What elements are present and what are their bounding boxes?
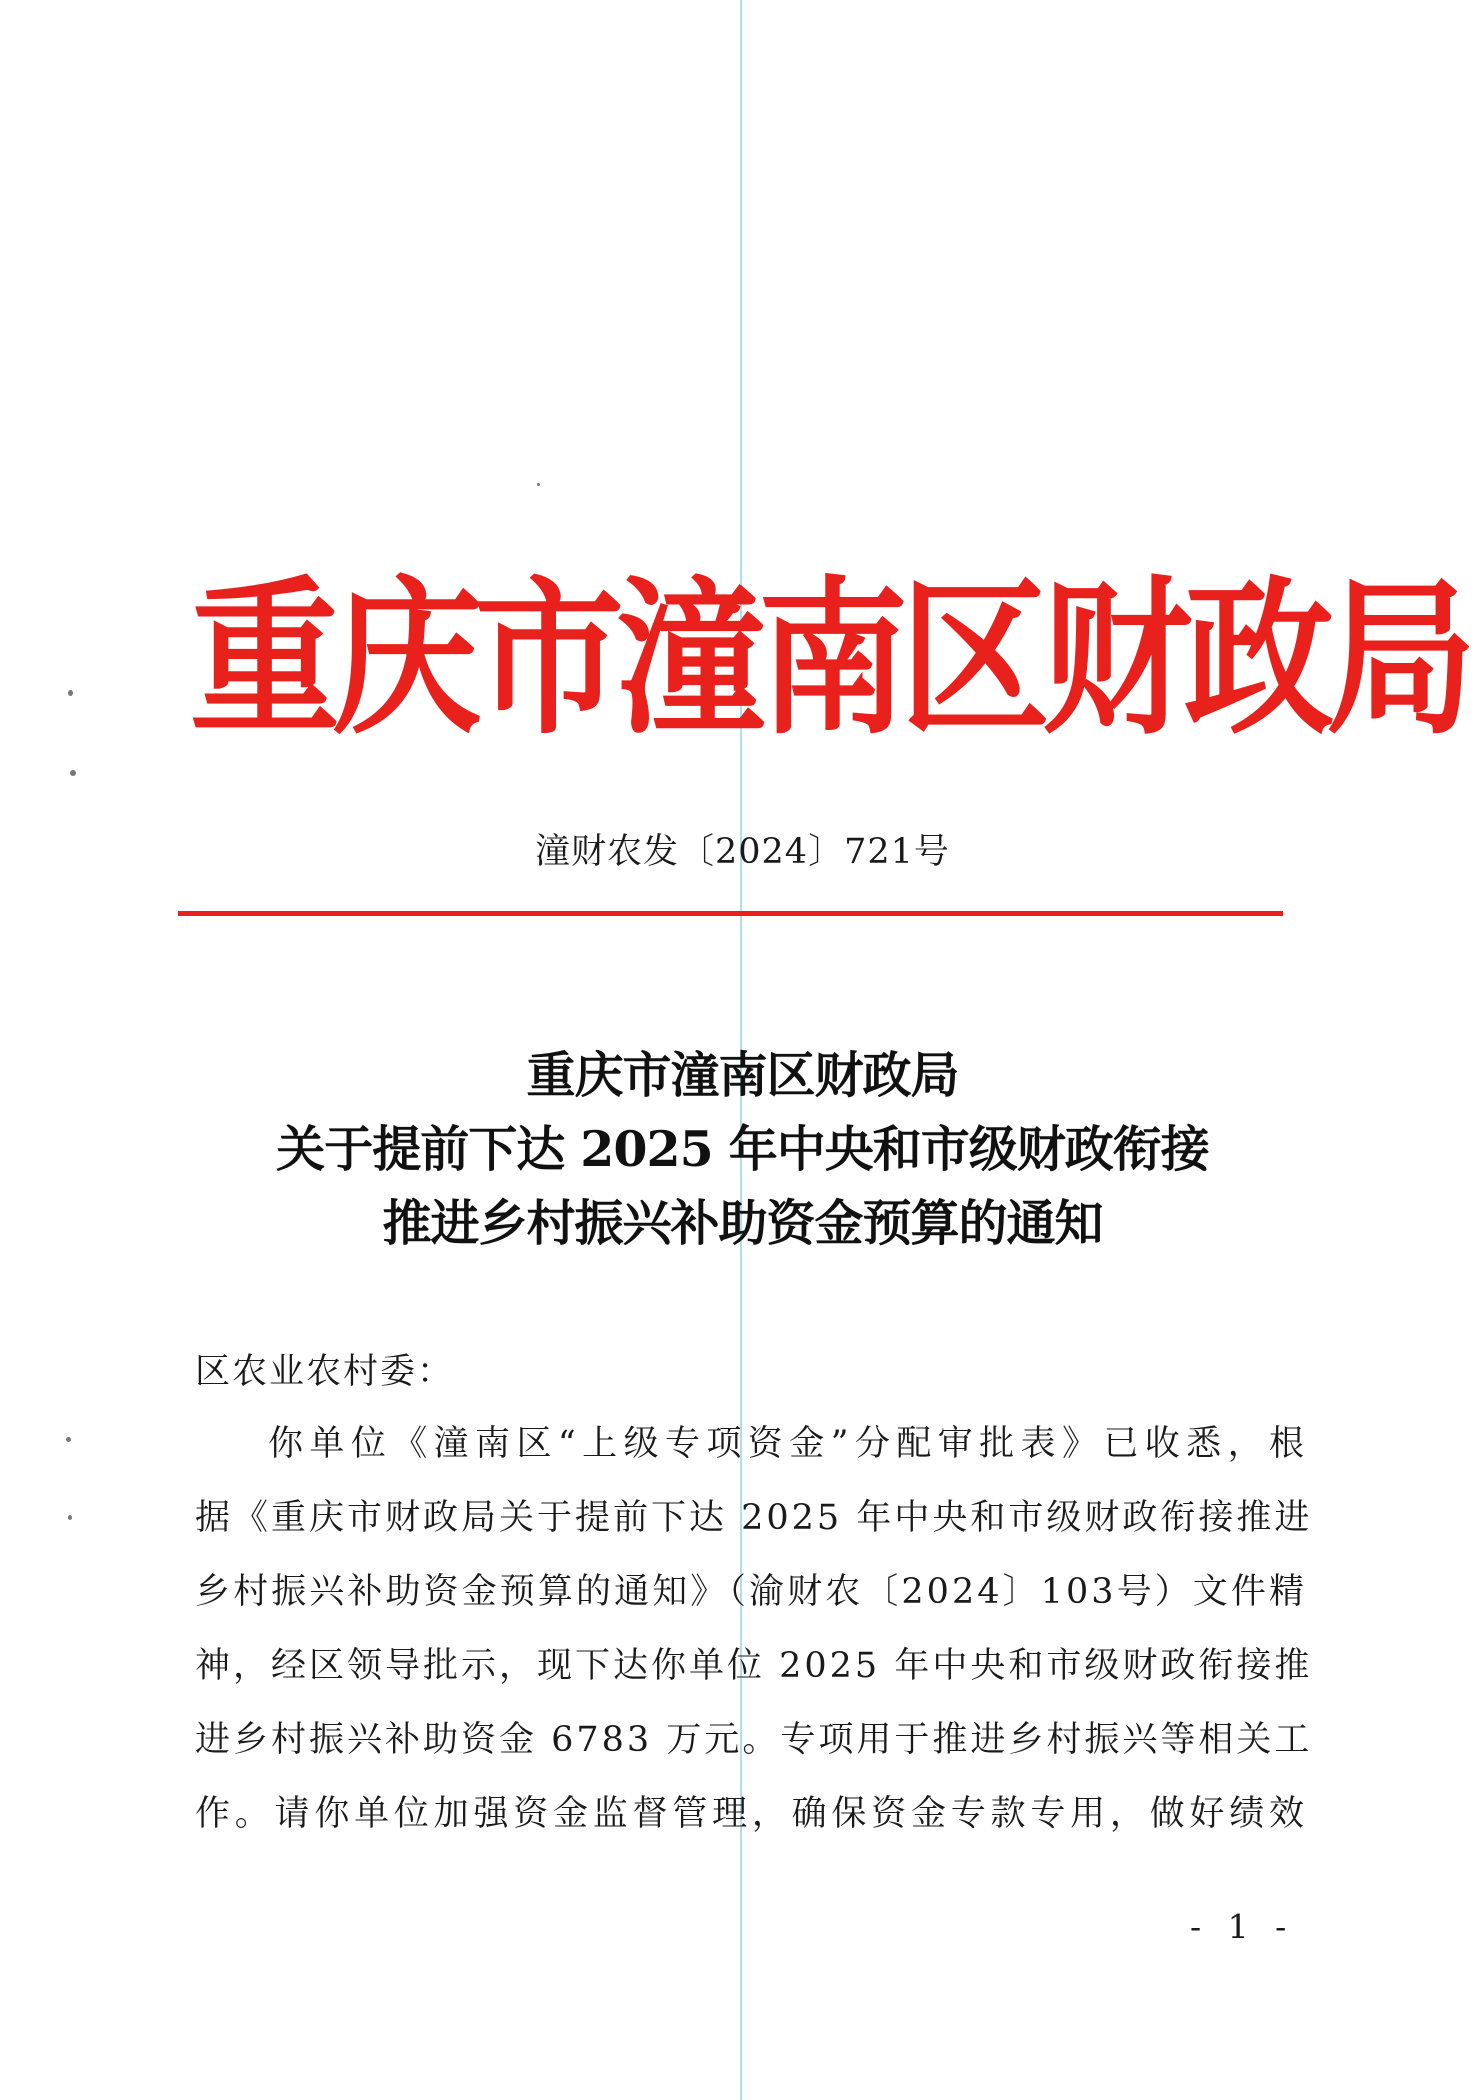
scan-speck	[537, 483, 540, 486]
page-number: - 1 -	[1190, 1907, 1295, 1946]
title-line: 推进乡村振兴补助资金预算的通知	[382, 1194, 1103, 1252]
issuer-masthead: 重庆市潼南区财政局	[190, 560, 1469, 758]
scan-speck	[68, 690, 73, 696]
body-line: 你单位《潼南区“上级专项资金”分配审批表》已收悉，根	[268, 1424, 1307, 1464]
title-line: 重庆市潼南区财政局	[526, 1046, 959, 1104]
document-title	[180, 1038, 1305, 1260]
title-line: 关于提前下达 2025 年中央和市级财政衔接	[276, 1120, 1209, 1178]
body-line: 乡村振兴补助资金预算的通知》（渝财农〔2024〕103号）文件精	[195, 1572, 1307, 1612]
body-line: 作。请你单位加强资金监督管理，确保资金专款专用，做好绩效	[195, 1794, 1307, 1834]
body-line: 据《重庆市财政局关于提前下达 2025 年中央和市级财政衔接推进	[195, 1498, 1313, 1538]
body-line: 进乡村振兴补助资金 6783 万元。专项用于推进乡村振兴等相关工	[195, 1720, 1313, 1760]
body-line: 神，经区领导批示，现下达你单位 2025 年中央和市级财政衔接推	[195, 1646, 1313, 1686]
scan-speck	[70, 770, 76, 776]
scan-speck	[66, 1437, 71, 1442]
document-number: 潼财农发〔2024〕721号	[535, 832, 950, 872]
addressee: 区农业农村委：	[195, 1352, 455, 1392]
red-separator-rule	[178, 911, 1283, 916]
scan-speck	[68, 1515, 72, 1520]
